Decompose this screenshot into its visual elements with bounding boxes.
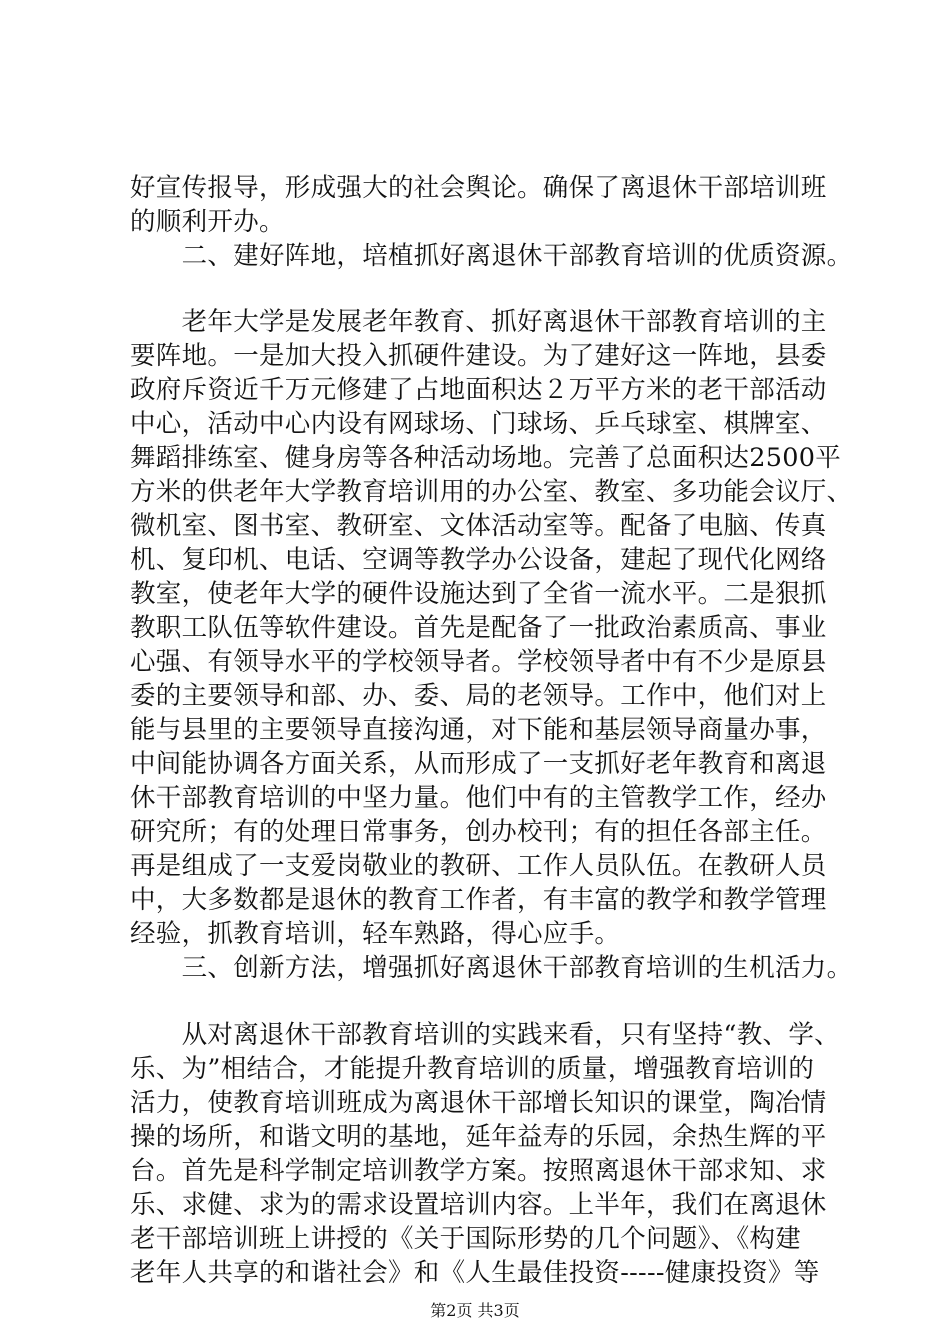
text-line: 活力，使教育培训班成为离退休干部增长知识的课堂，陶冶情: [130, 1088, 827, 1118]
text-line: 中心，活动中心内设有网球场、门球场、乒乓球室、棋牌室、: [130, 409, 827, 439]
text-line: 微机室、图书室、教研室、文体活动室等。配备了电脑、传真: [130, 511, 827, 541]
text-line: 再是组成了一支爱岗敬业的教研、工作人员队伍。在教研人员: [130, 851, 827, 881]
text-line: 乐、求健、求为的需求设置培训内容。上半年，我们在离退休: [130, 1190, 827, 1220]
text-line: 能与县里的主要领导直接沟通，对下能和基层领导商量办事，: [130, 715, 827, 745]
text-line: 教室，使老年大学的硬件设施达到了全省一流水平。二是狠抓: [130, 579, 827, 609]
text-line: 中，大多数都是退休的教育工作者，有丰富的教学和教学管理: [130, 885, 827, 915]
text-line: 教职工队伍等软件建设。首先是配备了一批政治素质高、事业: [130, 613, 827, 643]
text-line: 委的主要领导和部、办、委、局的老领导。工作中，他们对上: [130, 681, 827, 711]
text-line: 老年人共享的和谐社会》和《人生最佳投资-----健康投资》等: [130, 1258, 820, 1288]
text-line: 老干部培训班上讲授的《关于国际形势的几个问题》、《构建: [130, 1224, 802, 1254]
section-heading: 二、建好阵地，培植抓好离退休干部教育培训的优质资源。: [130, 241, 853, 271]
text-line: 的顺利开办。: [130, 207, 285, 237]
text-line: 心强、有领导水平的学校领导者。学校领导者中有不少是原县: [130, 647, 827, 677]
text-line: 从对离退休干部教育培训的实践来看，只有坚持“教、学、: [130, 1020, 840, 1050]
text-line: 中间能协调各方面关系，从而形成了一支抓好老年教育和离退: [130, 749, 827, 779]
section-heading: 三、创新方法，增强抓好离退休干部教育培训的生机活力。: [130, 953, 853, 983]
text-line: 要阵地。一是加大投入抓硬件建设。为了建好这一阵地，县委: [130, 341, 827, 371]
text-line: 台。首先是科学制定培训教学方案。按照离退休干部求知、求: [130, 1156, 827, 1186]
text-line: 经验，抓教育培训，轻车熟路，得心应手。: [130, 919, 621, 949]
text-line: 休干部教育培训的中坚力量。他们中有的主管教学工作，经办: [130, 783, 827, 813]
text-line: 老年大学是发展老年教育、抓好离退休干部教育培训的主: [130, 307, 827, 337]
text-line: 舞蹈排练室、健身房等各种活动场地。完善了总面积达2500平: [130, 443, 842, 473]
text-line: 研究所；有的处理日常事务，创办校刊；有的担任各部主任。: [130, 817, 827, 847]
text-line: 政府斥资近千万元修建了占地面积达２万平方米的老干部活动: [130, 375, 827, 405]
text-line: 机、复印机、电话、空调等教学办公设备，建起了现代化网络: [130, 545, 827, 575]
text-line: 方米的供老年大学教育培训用的办公室、教室、多功能会议厅、: [130, 477, 853, 507]
text-line: 好宣传报导，形成强大的社会舆论。确保了离退休干部培训班: [130, 173, 827, 203]
text-line: 操的场所，和谐文明的基地，延年益寿的乐园，余热生辉的平: [130, 1122, 827, 1152]
text-line: 乐、为”相结合，才能提升教育培训的质量，增强教育培训的: [130, 1054, 815, 1084]
page-number-footer: 第2页 共3页: [430, 1301, 520, 1320]
